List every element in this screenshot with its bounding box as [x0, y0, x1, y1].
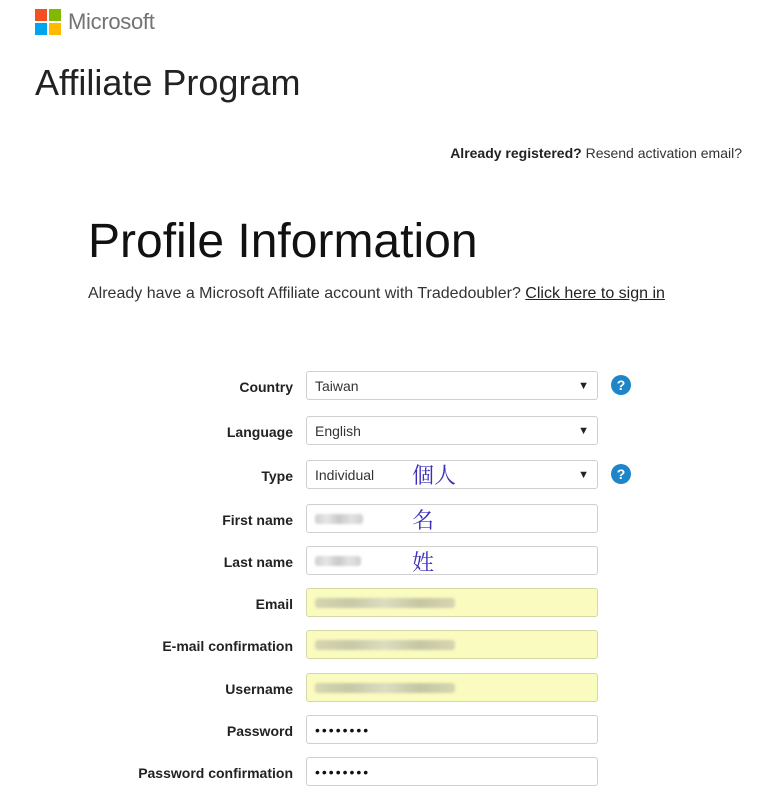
username-field[interactable]	[306, 673, 598, 702]
last-name-label: Last name	[223, 554, 293, 570]
email-confirmation-label: E-mail confirmation	[162, 638, 293, 654]
redacted-value	[315, 683, 455, 693]
country-select[interactable]	[306, 371, 598, 400]
redacted-value	[315, 556, 361, 566]
password-confirmation-label: Password confirmation	[138, 765, 293, 781]
dropdown-arrow-icon: ▼	[578, 379, 589, 392]
type-annotation: 個人	[412, 464, 457, 489]
dropdown-arrow-icon: ▼	[578, 424, 589, 437]
first-name-label: First name	[222, 512, 293, 528]
help-icon[interactable]: ?	[611, 375, 631, 395]
language-value: English	[315, 422, 361, 439]
tradedoubler-line	[88, 285, 665, 303]
type-label: Type	[261, 468, 293, 484]
country-label: Country	[239, 379, 293, 395]
app-title: Affiliate Program	[35, 62, 301, 103]
resend-activation-link[interactable]: Resend activation email?	[585, 145, 742, 161]
dropdown-arrow-icon: ▼	[578, 468, 589, 481]
language-label: Language	[226, 424, 293, 440]
redacted-value	[315, 514, 363, 524]
redacted-value	[315, 598, 455, 608]
logo-text: Microsoft	[68, 9, 155, 34]
page-title: Profile Information	[88, 215, 478, 268]
username-label: Username	[225, 681, 293, 697]
password-field[interactable]	[306, 715, 598, 744]
type-value: Individual	[315, 466, 375, 483]
language-select[interactable]	[306, 416, 598, 445]
email-label: Email	[255, 596, 293, 612]
microsoft-logo-icon	[35, 9, 61, 35]
already-registered-line	[450, 145, 742, 161]
redacted-value	[315, 640, 455, 650]
already-registered-label: Already registered?	[450, 145, 582, 161]
password-confirmation-field[interactable]	[306, 757, 598, 786]
last-name-annotation: 姓	[412, 551, 435, 576]
first-name-annotation: 名	[412, 509, 435, 534]
password-dots: ••••••••	[315, 721, 371, 738]
password-confirmation-dots: ••••••••	[315, 763, 371, 780]
email-confirmation-field[interactable]	[306, 630, 598, 659]
tradedoubler-text: Already have a Microsoft Affiliate account with Tradedoubler?	[88, 285, 521, 302]
sign-in-link[interactable]: Click here to sign in	[525, 285, 665, 302]
first-name-field[interactable]	[306, 504, 598, 533]
microsoft-logo	[35, 9, 155, 35]
help-icon[interactable]: ?	[611, 464, 631, 484]
email-field[interactable]	[306, 588, 598, 617]
last-name-field[interactable]	[306, 546, 598, 575]
password-label: Password	[226, 723, 293, 739]
country-value: Taiwan	[315, 377, 359, 394]
